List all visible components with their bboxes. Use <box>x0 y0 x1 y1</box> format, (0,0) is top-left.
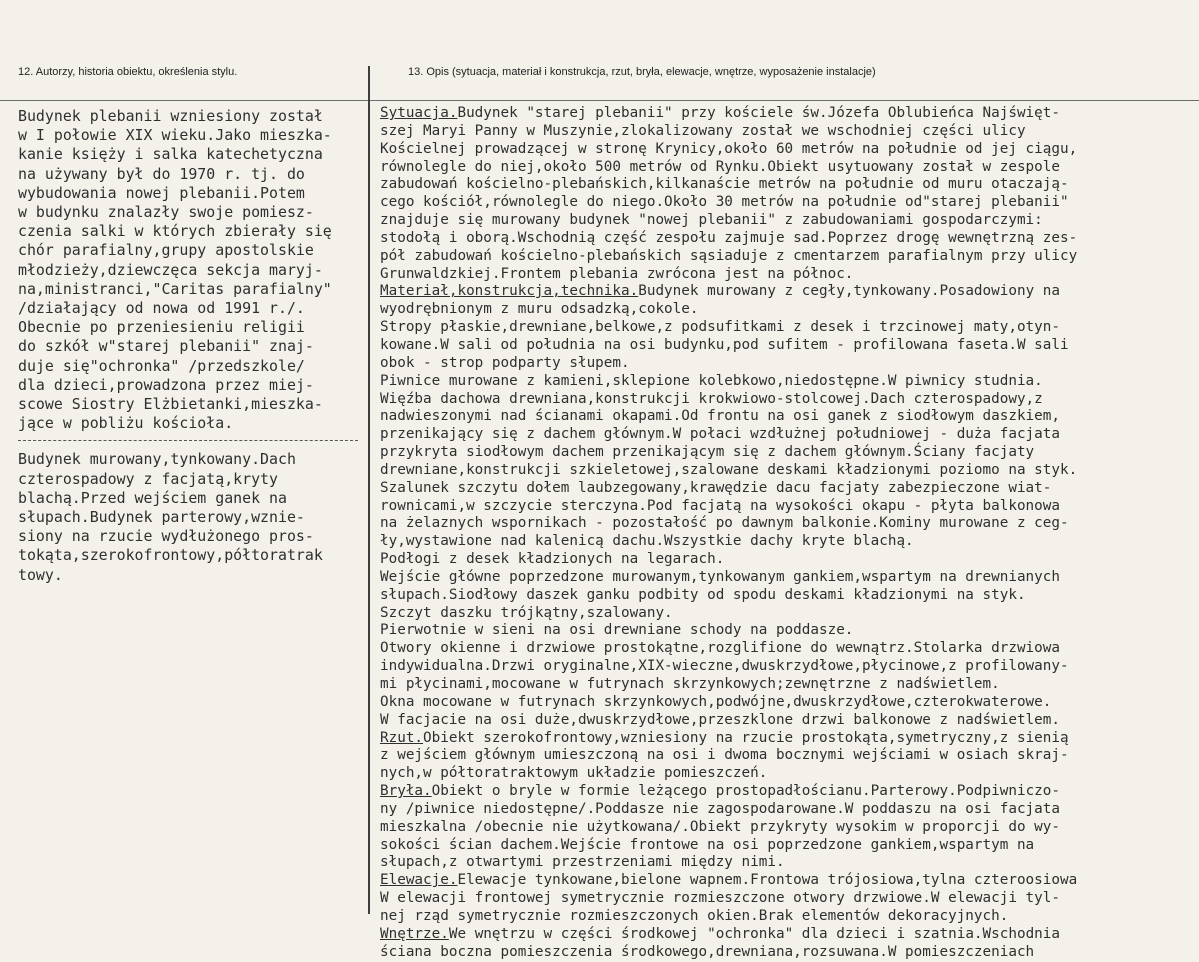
description-line: słupach.Siodłowy daszek ganku podbity od spodu deskami kładzionymi na styk. <box>380 586 1026 603</box>
history-line: w budynku znalazły swoje pomiesz- <box>18 203 314 222</box>
history-line: młodzieży,dziewczęca sekcja maryj- <box>18 260 323 279</box>
description-line: Podłogi z desek kładzionych na legarach. <box>380 551 725 568</box>
style-line: czterospadowy z facjatą,kryty <box>18 469 278 488</box>
description-line: słupach,z otwartymi przestrzeniami między nimi. <box>380 854 785 871</box>
history-line: Obecnie po przeniesieniu religii <box>18 318 305 337</box>
history-text <box>18 107 364 433</box>
history-line: dla dzieci,prowadzona przez miej- <box>18 375 314 394</box>
description-line: Kościelnej prowadzącej w stronę Krynicy,około 60 metrów na południe od jej ciągu, <box>380 140 1078 157</box>
section-heading: Materiał,konstrukcja,technika. <box>380 283 639 300</box>
description-line: równolegle do niej,około 500 metrów od Rynku.Obiekt usytuowany został w zespole <box>380 158 1060 175</box>
right-column <box>380 105 1195 962</box>
history-line: w I połowie XIX wieku.Jako mieszka- <box>18 126 332 145</box>
history-line: chór parafialny,grupy apostolskie <box>18 241 314 260</box>
history-line: na używany był do 1970 r. tj. do <box>18 164 305 183</box>
description-line: cego kościół,równolegle do niego.Około 30 metrów na południe od"starej plebanii" <box>380 194 1069 211</box>
section-heading: Bryła. <box>380 783 432 800</box>
section-heading: Elewacje. <box>380 872 458 889</box>
section-12-heading: 12. Autorzy, historia obiektu, określenia stylu. <box>18 66 238 78</box>
style-line: Budynek murowany,tynkowany.Dach <box>18 450 296 469</box>
description-line: drewniane,konstrukcji szkieletowej,szalowane deskami kładzionymi poziomo na styk. <box>380 461 1078 478</box>
history-line: wybudowania nowej plebanii.Potem <box>18 183 305 202</box>
style-text <box>18 450 364 584</box>
history-line: do szkół w"starej plebanii" znaj- <box>18 337 314 356</box>
description-line: Piwnice murowane z kamieni,sklepione kolebkowo,niedostępne.W piwnicy studnia. <box>380 372 1043 389</box>
description-line: Grunwaldzkiej.Frontem plebania zwrócona jest na północ. <box>380 265 854 282</box>
section-13-heading: 13. Opis (sytuacja, materiał i konstrukcja, rzut, bryła, elewacje, wnętrze, wyposażenie instalacje) <box>408 66 876 78</box>
history-line: scowe Siostry Elżbietanki,mieszka- <box>18 395 323 414</box>
description-line: obok - strop podparty słupem. <box>380 354 630 371</box>
description-line: z wejściem głównym umieszczoną na osi i dwoma bocznymi wejściami w osiach skraj- <box>380 747 1069 764</box>
description-line: Szalunek szczytu dołem laubzegowany,krawędzie dacu facjaty zabezpieczone wiat- <box>380 479 1052 496</box>
description-line: Otwory okienne i drzwiowe prostokątne,rozglifione do wewnątrz.Stolarka drzwiowa <box>380 640 1060 657</box>
description-line: Rzut.Obiekt szerokofrontowy,wzniesiony na rzucie prostokąta,symetryczny,z sienią <box>380 729 1069 746</box>
description-line: Elewacje.Elewacje tynkowane,bielone wapnem.Frontowa trójosiowa,tylna czteroosiowa <box>380 872 1078 889</box>
description-line: przykryta siodłowym dachem przenikającym się z dachem głównym.Ściany facjaty <box>380 444 1035 461</box>
description-line: wyodrębnionym z muru odsadzką,cokole. <box>380 301 699 318</box>
style-line: siony na rzucie wydłużonego pros- <box>18 527 314 546</box>
history-line: na,ministranci,"Caritas parafialny" <box>18 279 332 298</box>
description-line: stodołą i oborą.Wschodnią część zespołu zajmuje sad.Poprzez drogę wewnętrzną zes- <box>380 229 1078 246</box>
description-line: nych,w półtoratraktowym układzie pomieszczeń. <box>380 765 768 782</box>
header-row <box>0 0 1199 101</box>
history-line: kanie księży i salka katechetyczna <box>18 145 323 164</box>
description-line: szej Maryi Panny w Muszynie,zlokalizowany został we wschodniej części ulicy <box>380 122 1026 139</box>
description-line: Pierwotnie w sieni na osi drewniane schody na poddasze. <box>380 622 854 639</box>
section-heading: Wnętrze. <box>380 925 449 942</box>
style-line: blachą.Przed wejściem ganek na <box>18 488 287 507</box>
description-line: pół zabudowań kościelno-plebańskich sąsiaduje z cmentarzem parafialnym przy ulicy <box>380 247 1078 264</box>
style-line: słupach.Budynek parterowy,wznie- <box>18 508 305 527</box>
column-divider <box>368 66 370 914</box>
description-line: mi płycinami,mocowane w futrynach skrzynkowych;zewnętrzne z nadświetlem. <box>380 676 1000 692</box>
description-line: W elewacji frontowej symetrycznie rozmieszczone otwory drzwiowe.W elewacji tyl- <box>380 890 1060 907</box>
description-line: indywidualna.Drzwi oryginalne,XIX-wieczne,dwuskrzydłowe,płycinowe,z profilowany- <box>380 658 1069 675</box>
history-line: duje się"ochronka" /przedszkole/ <box>18 356 305 375</box>
description-line: Więźba dachowa drewniana,konstrukcji krokwiowo-stolcowej.Dach czterospadowy,z <box>380 390 1043 407</box>
left-column <box>18 107 364 585</box>
description-line: Okna mocowane w futrynach skrzynkowych,podwójne,dwuskrzydłowe,czterokwaterowe. <box>380 693 1052 710</box>
description-line: mieszkalna /obecnie nie użytkowana/.Obiekt przykryty wysokim w proporcji do wy- <box>380 818 1060 835</box>
description-line: nadwieszonymi nad ścianami okapami.Od frontu na osi ganek z siodłowym daszkiem, <box>380 408 1060 425</box>
description-line: Materiał,konstrukcja,technika.Budynek murowany z cegły,tynkowany.Posadowiony na <box>380 283 1060 300</box>
description-line: ściana boczna pomieszczenia środkowego,drewniana,rozsuwana.W pomieszczeniach <box>380 943 1035 960</box>
description-line: nej rząd symetrycznie rozmieszczonych okien.Brak elementów dekoracyjnych. <box>380 907 1009 924</box>
section-heading: Rzut. <box>380 729 424 746</box>
description-line: Bryła.Obiekt o bryle w formie leżącego prostopadłościanu.Parterowy.Podpiwniczo- <box>380 783 1061 800</box>
dashed-separator <box>18 440 358 442</box>
description-line: znajduje się murowany budynek "nowej plebanii" z zabudowaniami gospodarczymi: <box>380 212 1043 229</box>
description-line: przenikający się z dachem głównym.W połaci wzdłużnej południowej - duża facjata <box>380 426 1060 443</box>
description-line: na żelaznych wspornikach - pozostałość po dawnym balkonie.Kominy murowane z ceg- <box>380 515 1069 532</box>
description-line: Wnętrze.We wnętrzu w części środkowej "ochronka" dla dzieci i szatnia.Wschodnia <box>380 925 1061 942</box>
description-line: ły,wystawione nad kalenicą dachu.Wszystkie dachy kryte blachą. <box>380 533 914 550</box>
style-line: towy. <box>18 565 63 584</box>
description-line: Szczyt daszku trójkątny,szalowany. <box>380 604 673 621</box>
description-line: ny /piwnice niedostępne/.Poddasze nie zagospodarowane.W poddaszu na osi facjata <box>380 800 1060 817</box>
history-line: Budynek plebanii wzniesiony został <box>18 107 323 125</box>
description-line: W facjacie na osi duże,dwuskrzydłowe,przeszklone drzwi balkonowe z nadświetlem. <box>380 711 1060 728</box>
description-line: Stropy płaskie,drewniane,belkowe,z podsufitkami z desek i trzcinowej maty,otyn- <box>380 319 1060 336</box>
description-line: sokości ścian dachem.Wejście frontowe na osi poprzedzone gankiem,wspartym na <box>380 836 1035 853</box>
description-text <box>380 105 1195 962</box>
section-heading: Sytuacja. <box>380 105 458 121</box>
description-line: rownicami,w szczycie sterczyna.Pod facjatą na wysokości okapu - płyta balkonowa <box>380 497 1060 514</box>
description-line: Sytuacja.Budynek "starej plebanii" przy kościele św.Józefa Oblubieńca Najświęt- <box>380 105 1060 121</box>
description-line: Wejście główne poprzedzone murowanym,tynkowanym gankiem,wspartym na drewnianych <box>380 568 1060 585</box>
description-line: zabudowań kościelno-plebańskich,kilkanaście metrów na południe od muru otaczają- <box>380 176 1069 193</box>
history-line: jące w pobliżu kościoła. <box>18 414 234 433</box>
history-line: czenia salki w których zbierały się <box>18 222 332 241</box>
style-line: tokąta,szerokofrontowy,półtoratrak <box>18 546 323 565</box>
description-line: kowane.W sali od południa na osi budynku,pod sufitem - profilowana faseta.W sali <box>380 336 1069 353</box>
history-line: /działający od nowa od 1991 r./. <box>18 299 305 318</box>
